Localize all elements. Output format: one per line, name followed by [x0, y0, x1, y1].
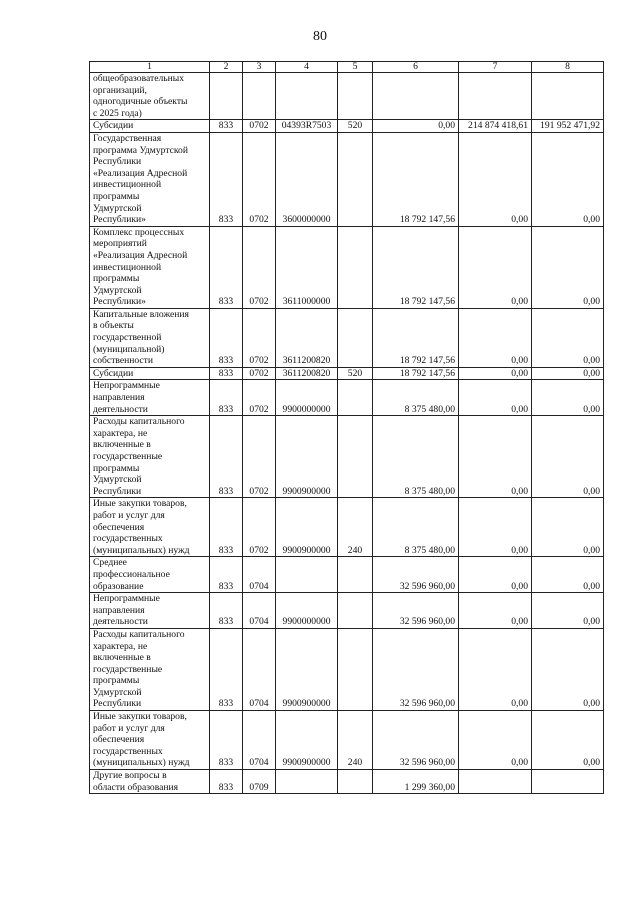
column-header: 7: [459, 62, 532, 73]
table-cell: 0702: [243, 308, 276, 367]
table-row: [90, 628, 604, 710]
column-header: 3: [243, 62, 276, 73]
table-cell: 0,00: [459, 416, 532, 498]
table-cell: 32 596 960,00: [373, 711, 459, 770]
table-cell: 833: [210, 557, 243, 593]
table-cell: [276, 557, 338, 593]
table-row: [90, 132, 604, 226]
table-cell: [338, 308, 373, 367]
table-cell: 833: [210, 770, 243, 794]
table-cell: 3611200820: [276, 308, 338, 367]
table-cell: 9900900000: [276, 416, 338, 498]
table-row: [90, 770, 604, 794]
table-cell: 0,00: [532, 628, 604, 710]
row-label: Иные закупки товаров, работ и услуг для обеспечения государственных (муниципальных) нужд: [90, 711, 210, 770]
column-header: 8: [532, 62, 604, 73]
table-cell: 9900900000: [276, 711, 338, 770]
table-cell: 0704: [243, 628, 276, 710]
table-cell: 0702: [243, 367, 276, 380]
row-label: Субсидии: [90, 120, 210, 133]
table-row: [90, 380, 604, 416]
table-row: [90, 498, 604, 557]
table-cell: [210, 73, 243, 120]
table-cell: [459, 770, 532, 794]
budget-table: [89, 61, 604, 794]
table-cell: [276, 770, 338, 794]
table-cell: 0702: [243, 120, 276, 133]
table-cell: 0,00: [459, 498, 532, 557]
table-cell: 0,00: [532, 416, 604, 498]
table-cell: 0,00: [373, 120, 459, 133]
row-label: Комплекс процессных мероприятий «Реализация Адресной инвестиционной программы Удмуртской Республики»: [90, 226, 210, 308]
table-cell: [276, 73, 338, 120]
row-label: Капитальные вложения в объекты государственной (муниципальной) собственности: [90, 308, 210, 367]
table-cell: 0,00: [459, 226, 532, 308]
table-cell: 9900900000: [276, 628, 338, 710]
table-row: [90, 367, 604, 380]
table-cell: 0,00: [459, 557, 532, 593]
row-label: Субсидии: [90, 367, 210, 380]
table-cell: 0702: [243, 380, 276, 416]
table-cell: 0,00: [532, 226, 604, 308]
table-cell: 833: [210, 628, 243, 710]
row-label: Непрограммные направления деятельности: [90, 380, 210, 416]
table-cell: 9900900000: [276, 498, 338, 557]
table-cell: 833: [210, 498, 243, 557]
table-cell: 0704: [243, 593, 276, 629]
table-row: [90, 593, 604, 629]
table-cell: 0,00: [459, 380, 532, 416]
table-row: [90, 308, 604, 367]
table-cell: 18 792 147,56: [373, 367, 459, 380]
table-cell: 0,00: [532, 557, 604, 593]
table-cell: 520: [338, 367, 373, 380]
table-cell: 0,00: [532, 308, 604, 367]
table-cell: 833: [210, 132, 243, 226]
row-label: Непрограммные направления деятельности: [90, 593, 210, 629]
table-cell: 214 874 418,61: [459, 120, 532, 133]
table-cell: 0,00: [532, 593, 604, 629]
table-cell: 9900000000: [276, 593, 338, 629]
table-cell: 8 375 480,00: [373, 498, 459, 557]
column-header: 2: [210, 62, 243, 73]
table-cell: [338, 73, 373, 120]
table-cell: 32 596 960,00: [373, 628, 459, 710]
row-label: Среднее профессиональное образование: [90, 557, 210, 593]
table-cell: 0702: [243, 132, 276, 226]
table-cell: 8 375 480,00: [373, 416, 459, 498]
table-cell: 18 792 147,56: [373, 226, 459, 308]
table-cell: 0,00: [459, 628, 532, 710]
table-cell: 240: [338, 711, 373, 770]
table-cell: 833: [210, 380, 243, 416]
table-cell: 833: [210, 308, 243, 367]
table-cell: 8 375 480,00: [373, 380, 459, 416]
table-cell: [338, 557, 373, 593]
column-header: 5: [338, 62, 373, 73]
table-cell: 0704: [243, 711, 276, 770]
table-row: [90, 557, 604, 593]
table-cell: 833: [210, 226, 243, 308]
column-header: 1: [90, 62, 210, 73]
table-cell: 9900000000: [276, 380, 338, 416]
table-cell: 0,00: [532, 498, 604, 557]
table-cell: [338, 593, 373, 629]
row-label: Расходы капитального характера, не включенные в государственные программы Удмуртской Республики: [90, 416, 210, 498]
table-cell: 0,00: [459, 308, 532, 367]
table-cell: 833: [210, 416, 243, 498]
table-cell: 3611200820: [276, 367, 338, 380]
table-cell: [459, 73, 532, 120]
table-cell: 3611000000: [276, 226, 338, 308]
table-cell: 32 596 960,00: [373, 593, 459, 629]
table-cell: 0702: [243, 498, 276, 557]
column-header: 6: [373, 62, 459, 73]
table-row: [90, 120, 604, 133]
table-cell: 18 792 147,56: [373, 132, 459, 226]
column-header: 4: [276, 62, 338, 73]
table-cell: 0,00: [532, 132, 604, 226]
table-cell: 0,00: [532, 380, 604, 416]
table-cell: 833: [210, 367, 243, 380]
table-cell: [243, 73, 276, 120]
table-cell: 18 792 147,56: [373, 308, 459, 367]
table-row: [90, 711, 604, 770]
table-cell: 833: [210, 120, 243, 133]
table-row: [90, 226, 604, 308]
row-label: общеобразовательных организаций, одногодичные объекты с 2025 года): [90, 73, 210, 120]
table-cell: 0709: [243, 770, 276, 794]
table-cell: 0702: [243, 416, 276, 498]
table-cell: 520: [338, 120, 373, 133]
table-cell: 0,00: [532, 711, 604, 770]
page-number: 80: [313, 29, 327, 44]
row-label: Государственная программа Удмуртской Республики «Реализация Адресной инвестиционной программы Удмуртской Республики»: [90, 132, 210, 226]
table-cell: [338, 770, 373, 794]
row-label: Другие вопросы в области образования: [90, 770, 210, 794]
table-cell: [532, 770, 604, 794]
table-cell: 0,00: [459, 367, 532, 380]
row-label: Расходы капитального характера, не включенные в государственные программы Удмуртской Республики: [90, 628, 210, 710]
table-cell: [338, 132, 373, 226]
table-cell: 32 596 960,00: [373, 557, 459, 593]
table-row: [90, 73, 604, 120]
table-cell: 0,00: [532, 367, 604, 380]
table-cell: [338, 416, 373, 498]
table-cell: [532, 73, 604, 120]
table-cell: [338, 628, 373, 710]
table-cell: [373, 73, 459, 120]
table-cell: [338, 226, 373, 308]
table-cell: 833: [210, 711, 243, 770]
table-cell: 0704: [243, 557, 276, 593]
table-cell: 0702: [243, 226, 276, 308]
table-cell: 833: [210, 593, 243, 629]
table-cell: 240: [338, 498, 373, 557]
table-cell: 04393R7503: [276, 120, 338, 133]
row-label: Иные закупки товаров, работ и услуг для обеспечения государственных (муниципальных) нужд: [90, 498, 210, 557]
table-cell: 1 299 360,00: [373, 770, 459, 794]
table-cell: 191 952 471,92: [532, 120, 604, 133]
table-cell: 0,00: [459, 593, 532, 629]
table-cell: 0,00: [459, 711, 532, 770]
table-cell: 0,00: [459, 132, 532, 226]
table-header-row: [90, 62, 604, 73]
table-cell: 3600000000: [276, 132, 338, 226]
table-cell: [338, 380, 373, 416]
table-row: [90, 416, 604, 498]
